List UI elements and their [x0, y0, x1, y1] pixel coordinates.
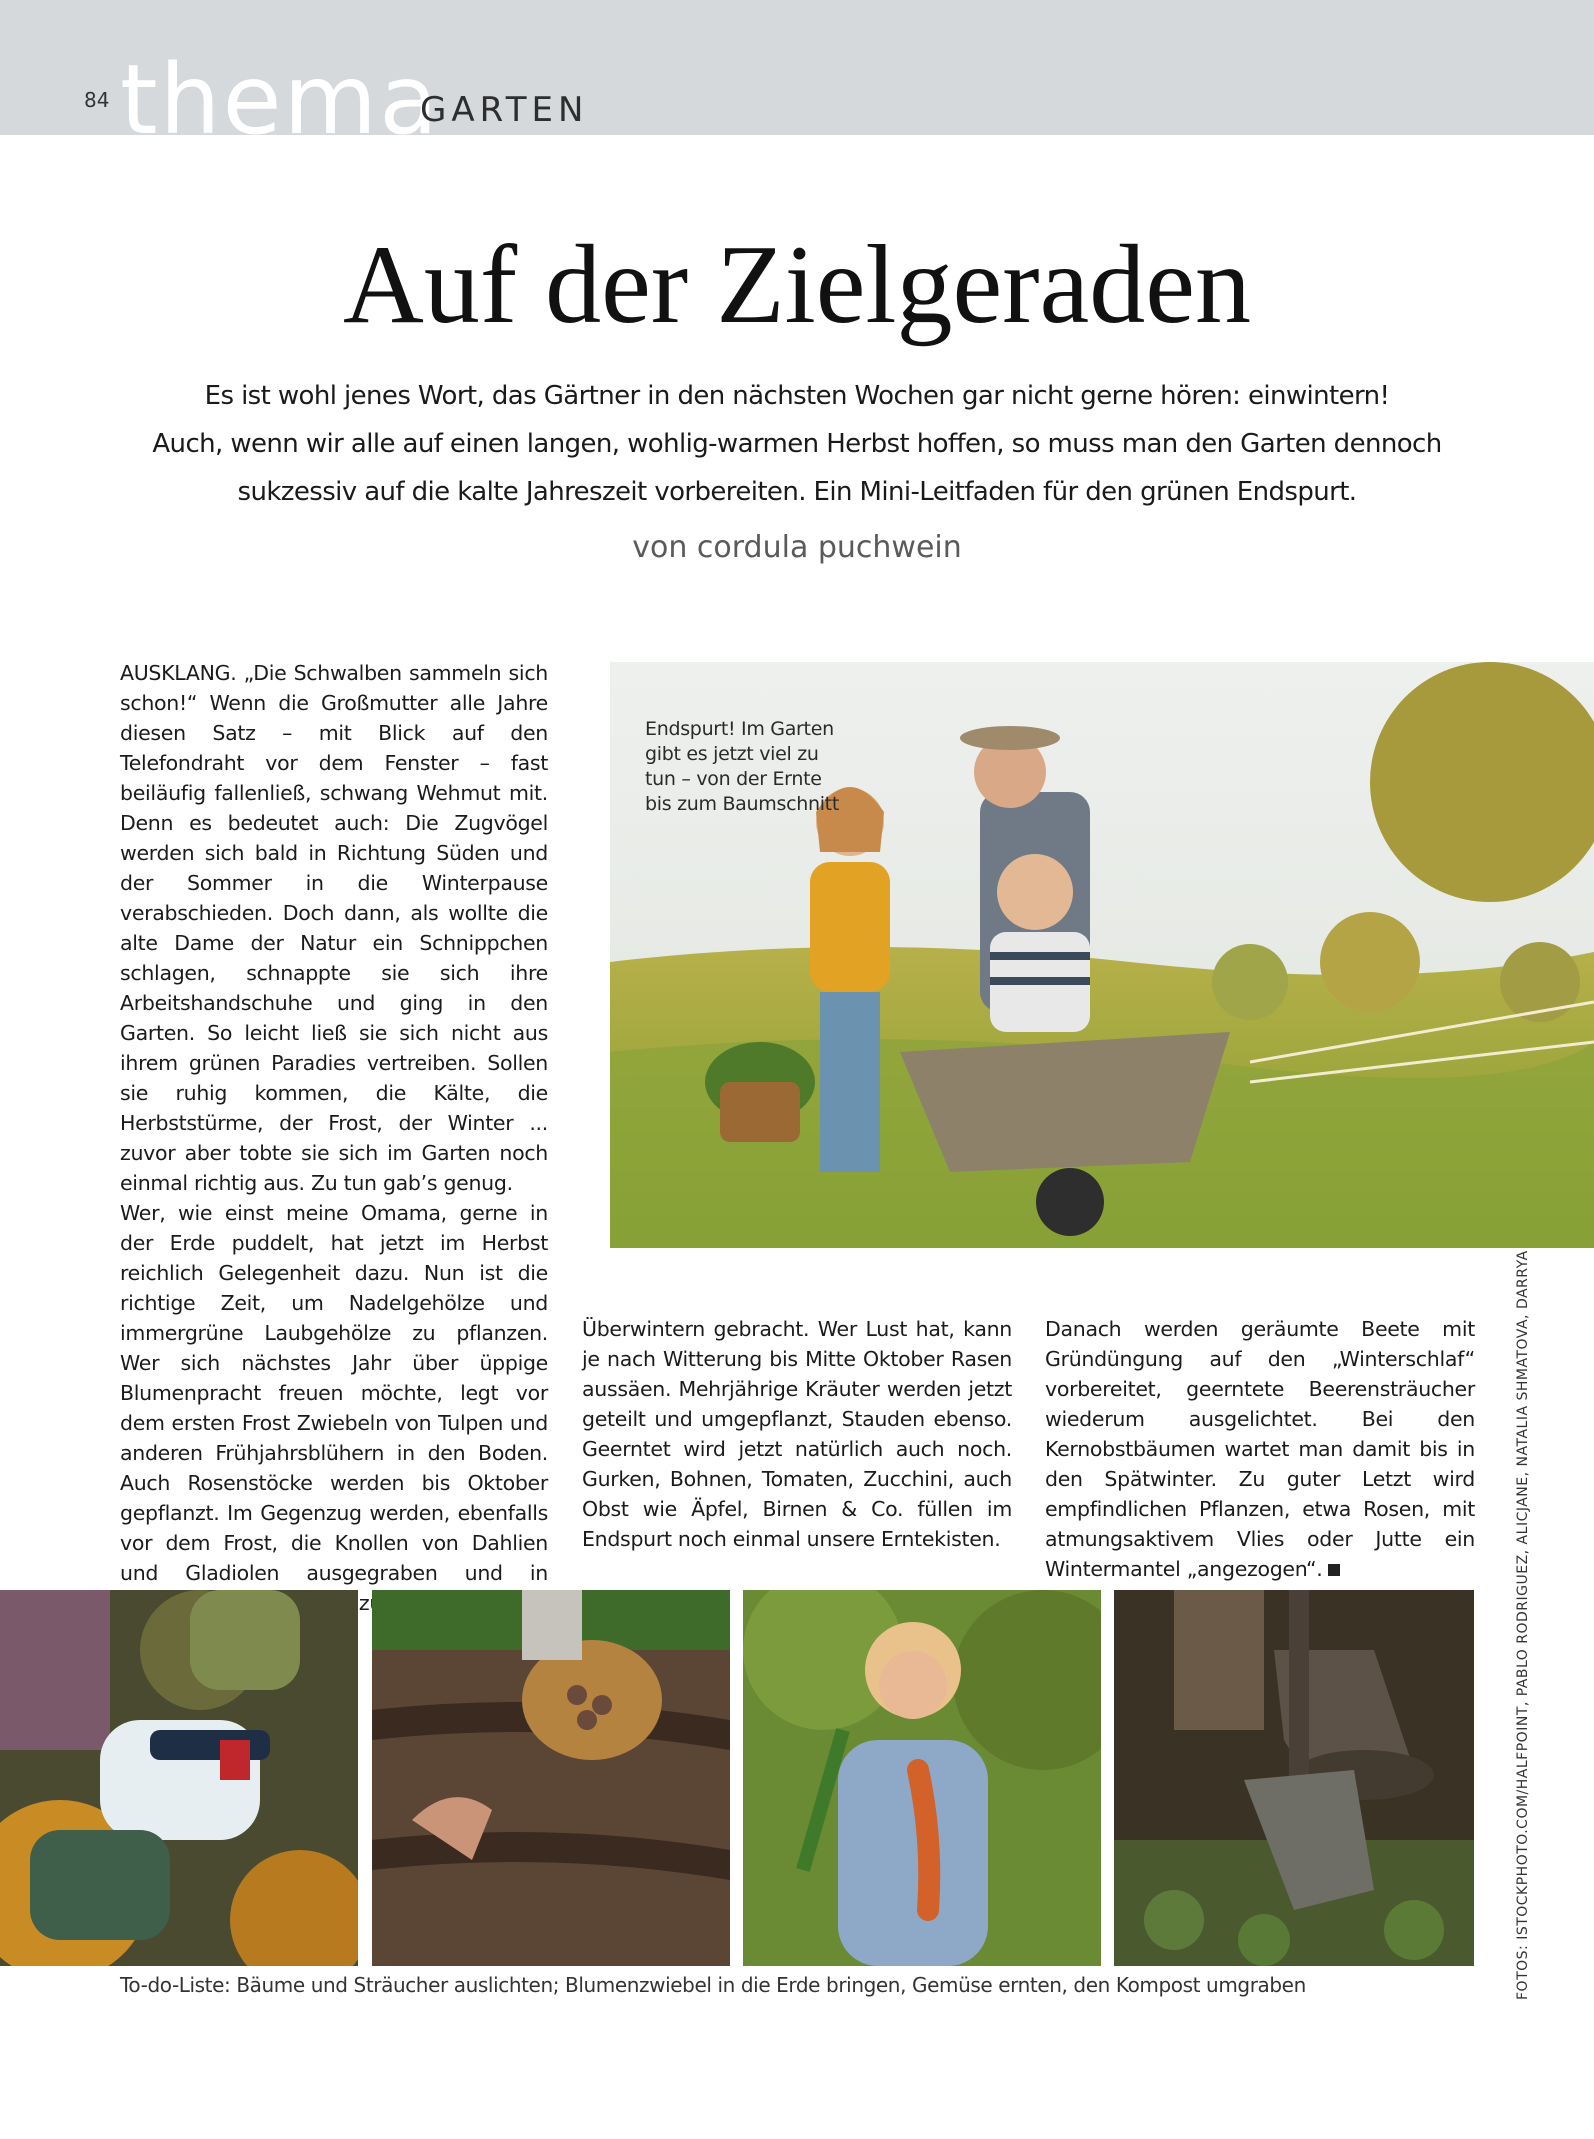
lead-line: Es ist wohl jenes Wort, das Gärtner in den nächsten Wochen gar nicht gerne hören: einwintern! — [204, 381, 1390, 411]
photo-credit: FOTOS: ISTOCKPHOTO.COM/HALFPOINT, PABLO RODRIGUEZ, ALICJANE, NATALIA SHMATOVA, DARRYA — [1515, 1250, 1531, 2000]
page-number: 84 — [84, 88, 110, 112]
hero-caption: Endspurt! Im Garten gibt es jetzt viel zu tun – von der Ernte bis zum Baumschnitt — [645, 718, 839, 815]
lead-line: Auch, wenn wir alle auf einen langen, wohlig-warmen Herbst hoffen, so muss man den Garten dennoch — [152, 429, 1442, 459]
photo-pruning-shears — [0, 1590, 358, 1966]
end-mark-icon — [1328, 1564, 1340, 1576]
body-column-1 — [120, 658, 548, 1618]
todo-caption: To-do-Liste: Bäume und Sträucher auslichten; Blumenzwiebel in die Erde bringen, Gemüse ernten, den Kompost umgraben — [120, 1973, 1306, 1997]
photo-digging-spade — [1114, 1590, 1474, 1966]
body-paragraph: AUSKLANG. „Die Schwalben sammeln sich schon!“ Wenn die Großmutter alle Jahre diesen Satz – mit Blick auf den Telefondraht vor dem Fenster – fast beiläufig fallenließ, schwang Wehmut mit. Denn es bedeutet auch: Die Zugvögel werden sich bald in Richtung Süden und der Sommer in die Winterpause verabschieden. Doch dann, als wollte die alte Dame der Natur ein Schnippchen schlagen, schnappte sie sich ihre Arbeitshandschuhe und ging in den Garten. So leicht ließ sie sich nicht aus ihrem grünen Paradies vertreiben. Sollen sie ruhig kommen, die Kälte, die Herbststürme, der Frost, der Winter ... zuvor aber tobte sie sich im Garten noch einmal richtig aus. Zu tun gab’s genug. — [120, 661, 548, 1195]
lead-line: sukzessiv auf die kalte Jahreszeit vorbereiten. Ein Mini-Leitfaden für den grünen Endspurt. — [237, 477, 1357, 507]
section-topic: GARTEN — [420, 90, 589, 130]
article-title: Auf der Zielgeraden — [343, 223, 1251, 347]
author-byline: von cordula puchwein — [632, 530, 962, 565]
body-paragraph: Wer, wie einst meine Omama, gerne in der Erde puddelt, hat jetzt im Herbst reichlich Gelegenheit dazu. Nun ist die richtige Zeit, um Nadelgehölze und immergrüne Laubgehölze zu pflanzen. Wer sich nächstes Jahr über üppige Blumenpracht freuen möchte, legt vor dem ersten Frost Zwiebeln von Tulpen und anderen Frühjahrsblühern in den Boden. Auch Rosenstöcke werden bis Oktober gepflanzt. Im Gegenzug werden, ebenfalls vor dem Frost, die Knollen von Dahlien und Gladiolen ausgegraben und in — [120, 1201, 548, 1585]
body-column-2: Überwintern gebracht. Wer Lust hat, kann je nach Witterung bis Mitte Oktober Rasen aussäen. Mehrjährige Kräuter werden jetzt geteilt und umgepflanzt, Stauden ebenso. Geerntet wird jetzt natürlich auch noch. Gurken, Bohnen, Tomaten, Zucchini, auch Obst wie Äpfel, Birnen & Co. füllen im Endspurt noch einmal unsere Erntekisten. — [582, 1317, 1012, 1551]
photo-planting-bulbs — [372, 1590, 730, 1966]
article-lead — [140, 372, 1454, 516]
body-paragraph: Danach werden geräumte Beete mit Gründüngung auf den „Winterschlaf“ vorbereitet, geerntete Beerensträucher wiederum ausgelichtet. Bei den Kernobstbäumen wartet man damit bis in den Spätwinter. Zu guter Letzt wird empfindlichen Pflanzen, etwa Rosen, mit atmungsaktivem Vlies oder Jutte ein Wintermantel „angezogen“. — [1045, 1317, 1475, 1581]
photo-child-with-carrot — [743, 1590, 1101, 1966]
section-wordmark: thema — [120, 52, 440, 138]
body-column-3 — [1045, 1314, 1475, 1584]
